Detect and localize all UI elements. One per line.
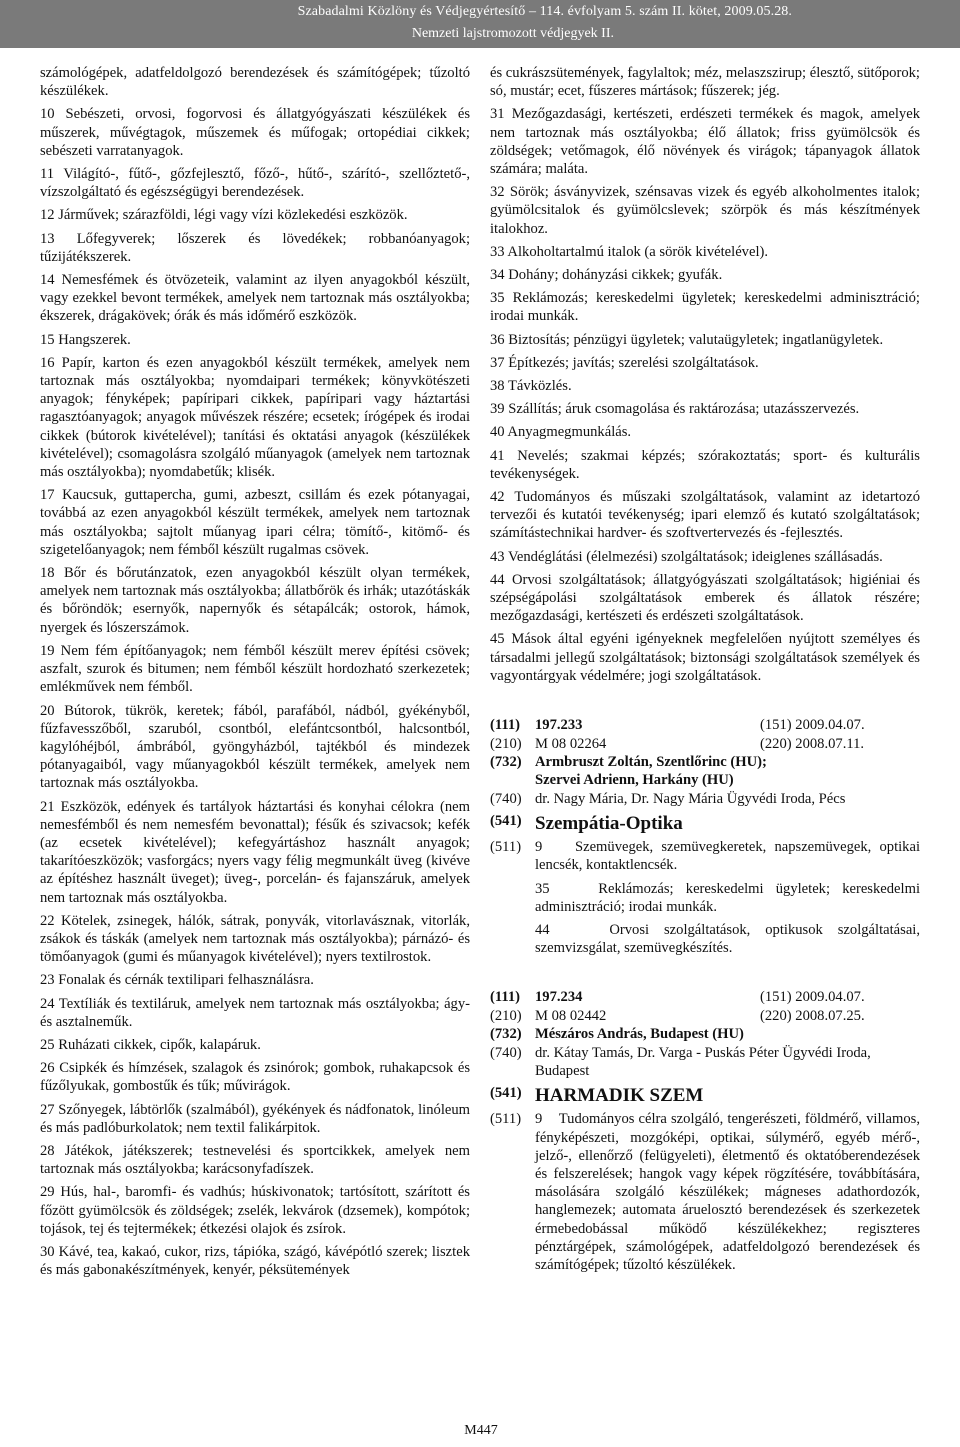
registration-number: 197.234 [535, 989, 583, 1006]
class-paragraph: 34 Dohány; dohányzási cikkek; gyufák. [490, 267, 723, 284]
section-title: Nemzeti lajstromozott védjegyek II. [411, 26, 614, 41]
class-paragraph: 40 Anyagmegmunkálás. [490, 424, 632, 441]
class-paragraph: 12 Járművek; szárazföldi, légi vagy vízi közlekedési eszközök. [40, 207, 408, 224]
class-paragraph: 31 Mezőgazdasági, kertészeti, erdészeti termékek és magok, amelyek nem tartoznak más osztályokba; élő állatok; friss gyümölcsök és zöldségek; vetőmagok, élő növények és virágok; tápanyagok állatok számára; maláta. [490, 106, 920, 178]
inid-code: (111) [490, 989, 520, 1006]
class-paragraph: 19 Nem fém építőanyagok; nem fémből készült merev építési csövek; aszfalt, szurok és bitumen; nem fémből készült hordozható szerkezetek; emlékművek nem fémből. [40, 642, 470, 696]
class-paragraph: 33 Alkoholtartalmú italok (a sörök kivételével). [490, 243, 769, 260]
holder-name: Mészáros András, Budapest (HU) [535, 1026, 744, 1043]
class-paragraph: 39 Szállítás; áruk csomagolása és raktározása; utazásszervezés. [490, 401, 860, 418]
class-paragraph: 38 Távközlés. [490, 378, 572, 395]
class-paragraph: számológépek, adatfeldolgozó berendezések és számítógépek; tűzoltó készülékek. [40, 65, 470, 100]
representative: dr. Nagy Mária, Dr. Nagy Mária Ügyvédi Iroda, Pécs [535, 790, 846, 807]
registration-date: 2009.04.07. [795, 717, 865, 734]
class-paragraph: 21 Eszközök, edények és tartályok háztartási és konyhai célokra (nem nemesfémből és nem nemesfém bevonattal); fésűk és szivacsok; kefék (az ecsetek kivételével); kefegyártáshoz használt anyagok; takarítóeszközök; vasforgács; nyers vagy félig megmunkált üveg (kivéve az építéshez használt üveget); üveg-, porcelán- és fajanszáruk, amelyek nem tartoznak más osztályokba. [40, 798, 470, 906]
class-text: Orvosi szolgáltatások, optikusok szolgáltatásai, szemvizsgálat, szemüvegkészítés. [535, 921, 921, 957]
mark-row [490, 812, 920, 836]
goods-class [490, 1110, 920, 1274]
application-number: M 08 02442 [535, 1007, 607, 1024]
class-paragraph: 18 Bőr és bőrutánzatok, ezen anyagokból készült olyan termékek, amelyek nem tartoznak más osztályokba; állatbőrök és irhák; utazótáskák és bőröndök; esernyők, napernyők és sétapálcák; ostorok, hámok, nyergek és lószerszámok. [40, 565, 470, 636]
inid-code: (210) [490, 1007, 522, 1024]
class-paragraph: 11 Világító-, fűtő-, gőzfejlesztő, főző-, hűtő-, szárító-, szellőztető-, vízszolgáltató és egészségügyi berendezések. [40, 166, 470, 201]
goods-class [490, 921, 920, 957]
filing-date: 2008.07.25. [795, 1007, 865, 1024]
inid-code: (541) [490, 813, 522, 830]
class-paragraph: 32 Sörök; ásványvizek, szénsavas vizek és egyéb alkoholmentes italok; gyümölcsitalok és gyümölcslevek; szörpök és más készítmények italokhoz. [490, 184, 920, 237]
registration-row [490, 716, 920, 734]
inid-code: (511) [490, 839, 522, 856]
goods-class [490, 880, 920, 916]
trademark-name: HARMADIK SZEM [535, 1085, 704, 1107]
page-footer [0, 1423, 960, 1439]
inid-code: (541) [490, 1085, 522, 1102]
inid-code: (740) [490, 1044, 522, 1061]
inid-code: (210) [490, 735, 522, 752]
journal-title: Szabadalmi Közlöny és Védjegyértesítő – 114. évfolyam 5. szám II. kötet, 2009.05.28. [297, 4, 792, 19]
representative-row [490, 790, 920, 808]
class-paragraph: 28 Játékok, játékszerek; testnevelési és sportcikkek, amelyek nem tartoznak más osztályokba; karácsonyfadíszek. [40, 1142, 470, 1178]
left-column [40, 64, 470, 1284]
class-paragraph: 13 Lőfegyverek; lőszerek és lövedékek; robbanóanyagok; tűzijátékszerek. [40, 230, 470, 265]
class-paragraph: 15 Hangszerek. [40, 331, 131, 348]
registration-number: 197.233 [535, 717, 583, 734]
class-paragraph: 44 Orvosi szolgáltatások; állatgyógyászati szolgáltatások; higiéniai és szépségápolási szolgáltatások emberek és állatok részére; mezőgazdasági, kertészeti és erdészeti szolgáltatások. [490, 571, 920, 625]
class-paragraph: 20 Bútorok, tükrök, keretek; fából, parafából, nádból, gyékényből, fűzfavesszőből, szaruból, csontból, elefántcsontból, halcsontból, kagylóhéjból, ámbrából, gyöngyházból, tajtékból és mindezek pótanyagaiból, vagy műanyagokból készült termékek, amelyek nem tartoznak más osztályokba. [40, 702, 470, 792]
inid-code: (151) [760, 717, 792, 734]
class-paragraph: 24 Textíliák és textiláruk, amelyek nem tartoznak más osztályokba; ágy- és asztalneműk. [40, 995, 470, 1030]
page-header [0, 0, 960, 48]
class-paragraph: 10 Sebészeti, orvosi, fogorvosi és állatgyógyászati készülékek és műszerek, művégtagok, műszemek és műfogak; ortopédiai cikkek; sebészeti varratanyagok. [40, 106, 470, 159]
class-paragraph: 25 Ruházati cikkek, cipők, kalapáruk. [40, 1036, 261, 1053]
inid-code: (732) [490, 1026, 522, 1043]
representative-row [490, 1044, 920, 1081]
class-text: Reklámozás; kereskedelmi ügyletek; kereskedelmi adminisztráció; irodai munkák. [535, 880, 920, 915]
application-row [490, 1007, 920, 1025]
application-row [490, 735, 920, 753]
inid-code: (220) [760, 735, 792, 752]
representative: dr. Kátay Tamás, Dr. Varga - Puskás Péter Ügyvédi Iroda, [535, 1044, 871, 1061]
class-paragraph: 22 Kötelek, zsinegek, hálók, sátrak, ponyvák, vitorlavásznak, vitorlák, zsákok és táskák (amelyek nem tartoznak más osztályokba); párnázó- és tömőanyagok (gumi és műanyagok kivételével); nyers textilrostok. [40, 912, 470, 966]
class-paragraph: 26 Csipkék és hímzések, szalagok és zsinórok; gombok, ruhakapcsok és fűzőlyukak, gombostűk és tűk; művirágok. [40, 1060, 470, 1095]
holder-row [490, 753, 920, 790]
holder-row [490, 1025, 920, 1043]
class-number: 44 [535, 921, 550, 938]
inid-code: (511) [490, 1111, 522, 1128]
class-paragraph: 14 Nemesfémek és ötvözeteik, valamint az ilyen anyagokból készült, vagy ezekkel bevont termékek, amelyek nem tartoznak más osztályokba; ékszerek, drágakövek; órák és más időmérő eszközök. [40, 272, 470, 325]
holder-name: Armbruszt Zoltán, Szentlőrinc (HU); [535, 753, 767, 770]
mark-row [490, 1084, 920, 1108]
class-paragraph: 27 Szőnyegek, lábtörlők (szalmából), gyékények és nádfonatok, linóleum és más padlóburkolatok; nem textil falikárpitok. [40, 1101, 470, 1136]
class-paragraph: és cukrászsütemények, fagylaltok; méz, melaszszirup; élesztő, sütőporok; só, mustár; ecet, fűszeres mártások; fűszerek; jég. [490, 65, 920, 100]
right-column [490, 64, 920, 1279]
class-paragraph: 23 Fonalak és cérnák textilipari felhasználásra. [40, 972, 314, 989]
class-paragraph: 45 Mások által egyéni igényeknek megfelelően nyújtott személyes és társadalmi jellegű szolgáltatások; biztonsági szolgáltatások személyek és vagyontárgyak védelmére; jogi szolgáltatások. [490, 631, 920, 684]
class-paragraph: 36 Biztosítás; pénzügyi ügyletek; valutaügyletek; ingatlanügyletek. [490, 331, 884, 348]
class-paragraph: 41 Nevelés; szakmai képzés; szórakoztatás; sport- és kulturális tevékenységek. [490, 447, 920, 482]
class-paragraph: 16 Papír, karton és ezen anyagokból készült termékek, amelyek nem tartoznak más osztályokba; nyomdaipari termékek; könyvkötészeti anyagok; fényképek; papíripari cikkek, papíripari vagy háztartási ragasztóanyagok; anyagok művészek részére; ecsetek; írógépek és irodai cikkek (bútorok kivételével); tanítási és oktatási anyagok (készülékek kivételével); csomagolásra szolgáló műanyagok (amelyek nem tartoznak más osztályokba); nyomdabetűk; klisék. [40, 354, 470, 481]
inid-code: (740) [490, 790, 522, 807]
trademark-record [490, 716, 920, 957]
class-paragraph: 35 Reklámozás; kereskedelmi ügyletek; kereskedelmi adminisztráció; irodai munkák. [490, 290, 920, 325]
inid-code: (151) [760, 989, 792, 1006]
class-paragraph: 29 Hús, hal-, baromfi- és vadhús; húskivonatok; tartósított, szárított és főzött gyümölcsök és zöldségek; zselék, lekvárok (dzsemek), kompótok; tojások, tej és tejtermékek; étkezési olajok és zsírok. [40, 1184, 470, 1237]
class-number: 9 [535, 839, 543, 856]
filing-date: 2008.07.11. [795, 735, 865, 752]
class-text: Szemüvegek, szemüvegkeretek, napszemüvegek, optikai lencsék, kontaktlencsék. [535, 839, 921, 874]
class-paragraph: 43 Vendéglátási (élelmezési) szolgáltatások; ideiglenes szállásadás. [490, 548, 883, 565]
inid-code: (220) [760, 1007, 792, 1024]
registration-row [490, 988, 920, 1006]
trademark-name: Szempátia-Optika [535, 813, 683, 835]
goods-class [490, 838, 920, 874]
holder-name: Szervei Adrienn, Harkány (HU) [535, 772, 734, 789]
class-paragraph: 30 Kávé, tea, kakaó, cukor, rizs, tápióka, szágó, kávépótló szerek; lisztek és más gabonakészítmények, kenyér, péksütemények [40, 1243, 470, 1279]
class-number: 35 [535, 880, 550, 897]
class-paragraph: 17 Kaucsuk, guttapercha, gumi, azbeszt, csillám és ezek pótanyagai, továbbá az ezen anyagokból készült termékek, amelyek nem tartoznak más osztályokba; sajtolt műanyag ipari célra; tömítő-, kitömő- és szigetelőanyagok; nem fémből készült rugalmas csövek. [40, 487, 470, 558]
registration-date: 2009.04.07. [795, 989, 865, 1006]
application-number: M 08 02264 [535, 735, 607, 752]
representative-city: Budapest [535, 1062, 590, 1079]
class-paragraph: 42 Tudományos és műszaki szolgáltatások, valamint az idetartozó tervezői és kutatói tevékenység; ipari elemző és kutató szolgáltatások; számítástechnikai hardver- és szoftvertervezés és -fejlesztés. [490, 489, 920, 542]
class-number: 9 [535, 1111, 543, 1128]
inid-code: (732) [490, 753, 522, 770]
class-text: Tudományos célra szolgáló, tengerészeti, földmérő, villamos, fényképészeti, mozgóképi, optikai, súlymérő, egyéb mérő-, jelző-, ellenőrző (felügyeleti), életmentő és oktatóberendezések és felszerelések; hangok vagy képek rögzítésére, továbbítására, másolására szolgáló készülékek; mágneses adathordozók, hanglemezek; automata áruelosztó berendezések és szerkezetek érmebedobással működő készülékekhez; regiszteres pénztárgépek, számológépek, adatfeldolgozó berendezések és számítógépek; tűzoltó készülékek. [535, 1111, 921, 1273]
class-paragraph: 37 Építkezés; javítás; szerelési szolgáltatások. [490, 354, 759, 371]
trademark-record [490, 988, 920, 1274]
page-number: M447 [464, 1423, 498, 1438]
inid-code: (111) [490, 717, 520, 734]
